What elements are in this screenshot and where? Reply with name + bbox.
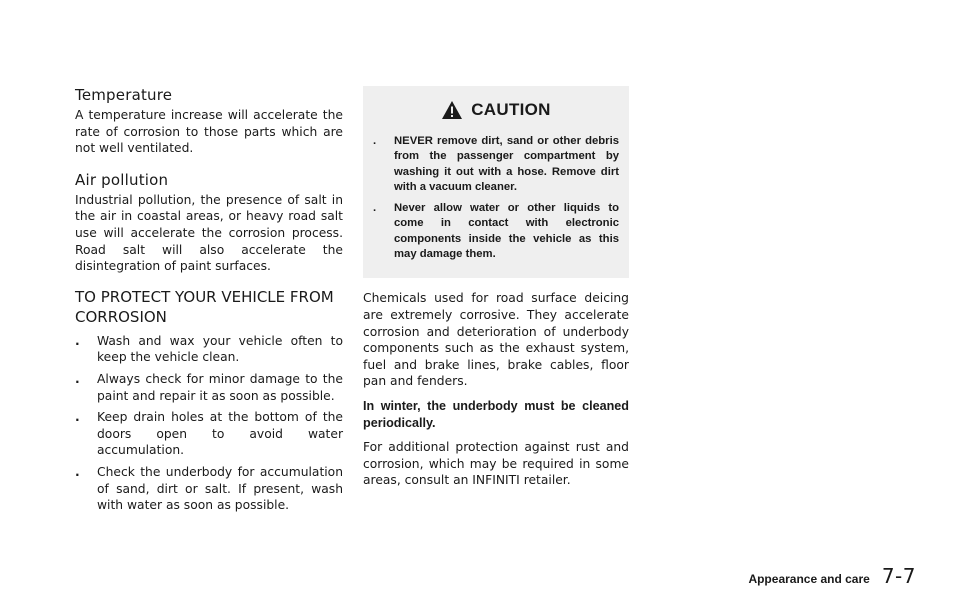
caution-title: CAUTION (471, 100, 551, 119)
caution-list (373, 134, 619, 262)
list-item: . Wash and wax your vehicle often to keep the vehicle clean. (75, 333, 343, 365)
warning-triangle-icon (441, 100, 463, 120)
caution-box (363, 86, 629, 278)
bullet-glyph: . (75, 464, 80, 479)
bullet-glyph: . (75, 371, 80, 386)
protect-list (75, 333, 343, 514)
list-item: . Keep drain holes at the bottom of the doors open to avoid water accumulation. (75, 410, 343, 458)
protect-heading-line1: TO PROTECT YOUR VEHICLE FROM (75, 287, 334, 306)
page-footer (748, 564, 916, 588)
footer-section-title: Appearance and care (748, 572, 870, 586)
chemicals-paragraph: Chemicals used for road surface deicing are extremely corrosive. They accelerate corrosion and deterioration of underbody components such as the exhaust system, fuel and brake lines, brake cables, floor pan and fenders. (363, 291, 629, 389)
additional-protection-paragraph: For additional protection against rust and corrosion, which may be required in some areas, consult an INFINITI retailer. (363, 440, 629, 488)
protect-heading-line2: CORROSION (75, 307, 167, 326)
page-number: 7-7 (881, 564, 916, 588)
list-item: . Check the underbody for accumulation of sand, dirt or salt. If present, wash with water as soon as possible. (75, 464, 343, 513)
temperature-body: A temperature increase will accelerate the rate of corrosion to those parts which are not well ventilated. (75, 108, 343, 156)
bullet-glyph: . (373, 202, 377, 215)
temperature-heading: Temperature (75, 86, 173, 104)
bullet-glyph: . (75, 410, 80, 425)
list-item: . Never allow water or other liquids to come in contact with electronic components inside the vehicle as this may damage them. (373, 202, 619, 261)
list-item: . Always check for minor damage to the paint and repair it as soon as possible. (75, 371, 343, 403)
air-pollution-heading: Air pollution (75, 170, 169, 189)
right-column (363, 86, 629, 497)
bullet-glyph: . (373, 135, 377, 147)
bullet-glyph: . (75, 333, 80, 348)
caution-header (373, 96, 619, 124)
protect-heading (75, 287, 343, 327)
left-column (75, 86, 343, 519)
winter-paragraph: In winter, the underbody must be cleaned periodically. (363, 398, 629, 430)
air-pollution-body: Industrial pollution, the presence of salt in the air in coastal areas, or heavy road salt use will accelerate the corrosion process. Road salt will also accelerate the disintegration of paint surfaces. (75, 192, 343, 274)
list-item: . NEVER remove dirt, sand or other debris from the passenger compartment by washing it out with a hose. Remove dirt with a vacuum cleaner. (373, 135, 619, 193)
